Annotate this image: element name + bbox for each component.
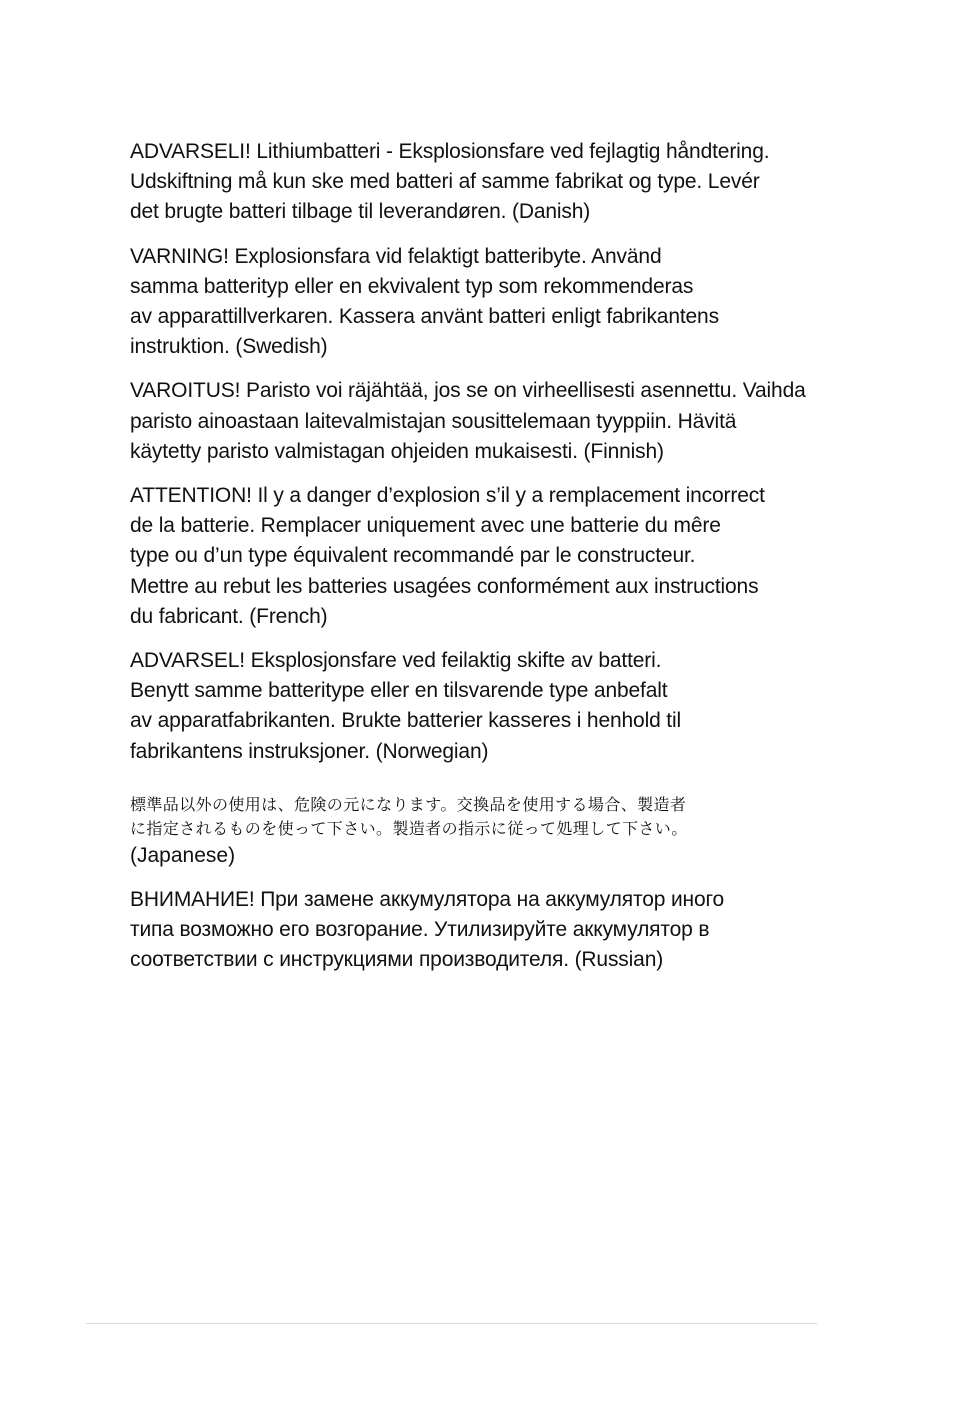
warning-line: Udskiftning må kun ske med batteri af samme fabrikat og type. Levér bbox=[130, 170, 760, 194]
warning-line: de la batterie. Remplacer uniquement avec une batterie du mêre bbox=[130, 514, 721, 538]
warning-line: type ou d’un type équivalent recommandé par le constructeur. bbox=[130, 544, 696, 568]
footer-divider bbox=[86, 1323, 817, 1324]
warning-line: du fabricant. (French) bbox=[130, 604, 328, 628]
warning-line: Mettre au rebut les batteries usagées conformément aux instructions bbox=[130, 574, 759, 598]
warning-line: av apparattillverkaren. Kassera använt batteri enligt fabrikantens bbox=[130, 305, 719, 329]
warning-line: fabrikantens instruksjoner. (Norwegian) bbox=[130, 739, 489, 763]
warning-line: paristo ainoastaan laitevalmistajan sousittelemaan tyyppiin. Hävitä bbox=[130, 409, 737, 433]
warning-line: samma batterityp eller en ekvivalent typ som rekommenderas bbox=[130, 274, 694, 298]
warning-norwegian bbox=[130, 646, 830, 767]
warning-line: ADVARSEL! Eksplosjonsfare ved feilaktig skifte av batteri. bbox=[130, 649, 662, 673]
warning-line: соответствии с инструкциями производителя. (Russian) bbox=[130, 948, 664, 972]
warning-line: 標準品以外の使用は、危険の元になります。交換品を使用する場合、製造者 bbox=[130, 794, 687, 814]
warning-line: instruktion. (Swedish) bbox=[130, 335, 328, 359]
warning-line: VARNING! Explosionsfara vid felaktigt batteribyte. Använd bbox=[130, 244, 662, 268]
warning-line: Benytt samme batteritype eller en tilsvarende type anbefalt bbox=[130, 679, 668, 703]
warning-swedish bbox=[130, 242, 830, 363]
warning-french bbox=[130, 481, 830, 632]
warning-line: ATTENTION! Il y a danger d’explosion s’il y a remplacement incorrect bbox=[130, 484, 765, 508]
warning-line: に指定されるものを使って下さい。製造者の指示に従って処理して下さい。 bbox=[130, 818, 688, 838]
warning-line: det brugte batteri tilbage til leverandøren. (Danish) bbox=[130, 200, 591, 224]
warning-line: VAROITUS! Paristo voi räjähtää, jos se on virheellisesti asennettu. Vaihda bbox=[130, 379, 806, 403]
battery-warnings bbox=[130, 137, 830, 989]
warning-russian bbox=[130, 885, 830, 976]
warning-finnish bbox=[130, 376, 830, 467]
warning-line: типа возможно его возгорание. Утилизируйте аккумулятор в bbox=[130, 918, 710, 942]
warning-line: ВНИМАНИЕ! При замене аккумулятора на аккумулятор иного bbox=[130, 887, 725, 911]
warning-line: av apparatfabrikanten. Brukte batterier kasseres i henhold til bbox=[130, 709, 682, 733]
warning-line: käytetty paristo valmistagan ohjeiden mukaisesti. (Finnish) bbox=[130, 439, 664, 463]
warning-japanese bbox=[130, 793, 830, 871]
warning-danish bbox=[130, 137, 830, 228]
warning-language-label: (Japanese) bbox=[130, 843, 236, 867]
warning-line: ADVARSELI! Lithiumbatteri - Eksplosionsfare ved fejlagtig håndtering. bbox=[130, 140, 770, 163]
